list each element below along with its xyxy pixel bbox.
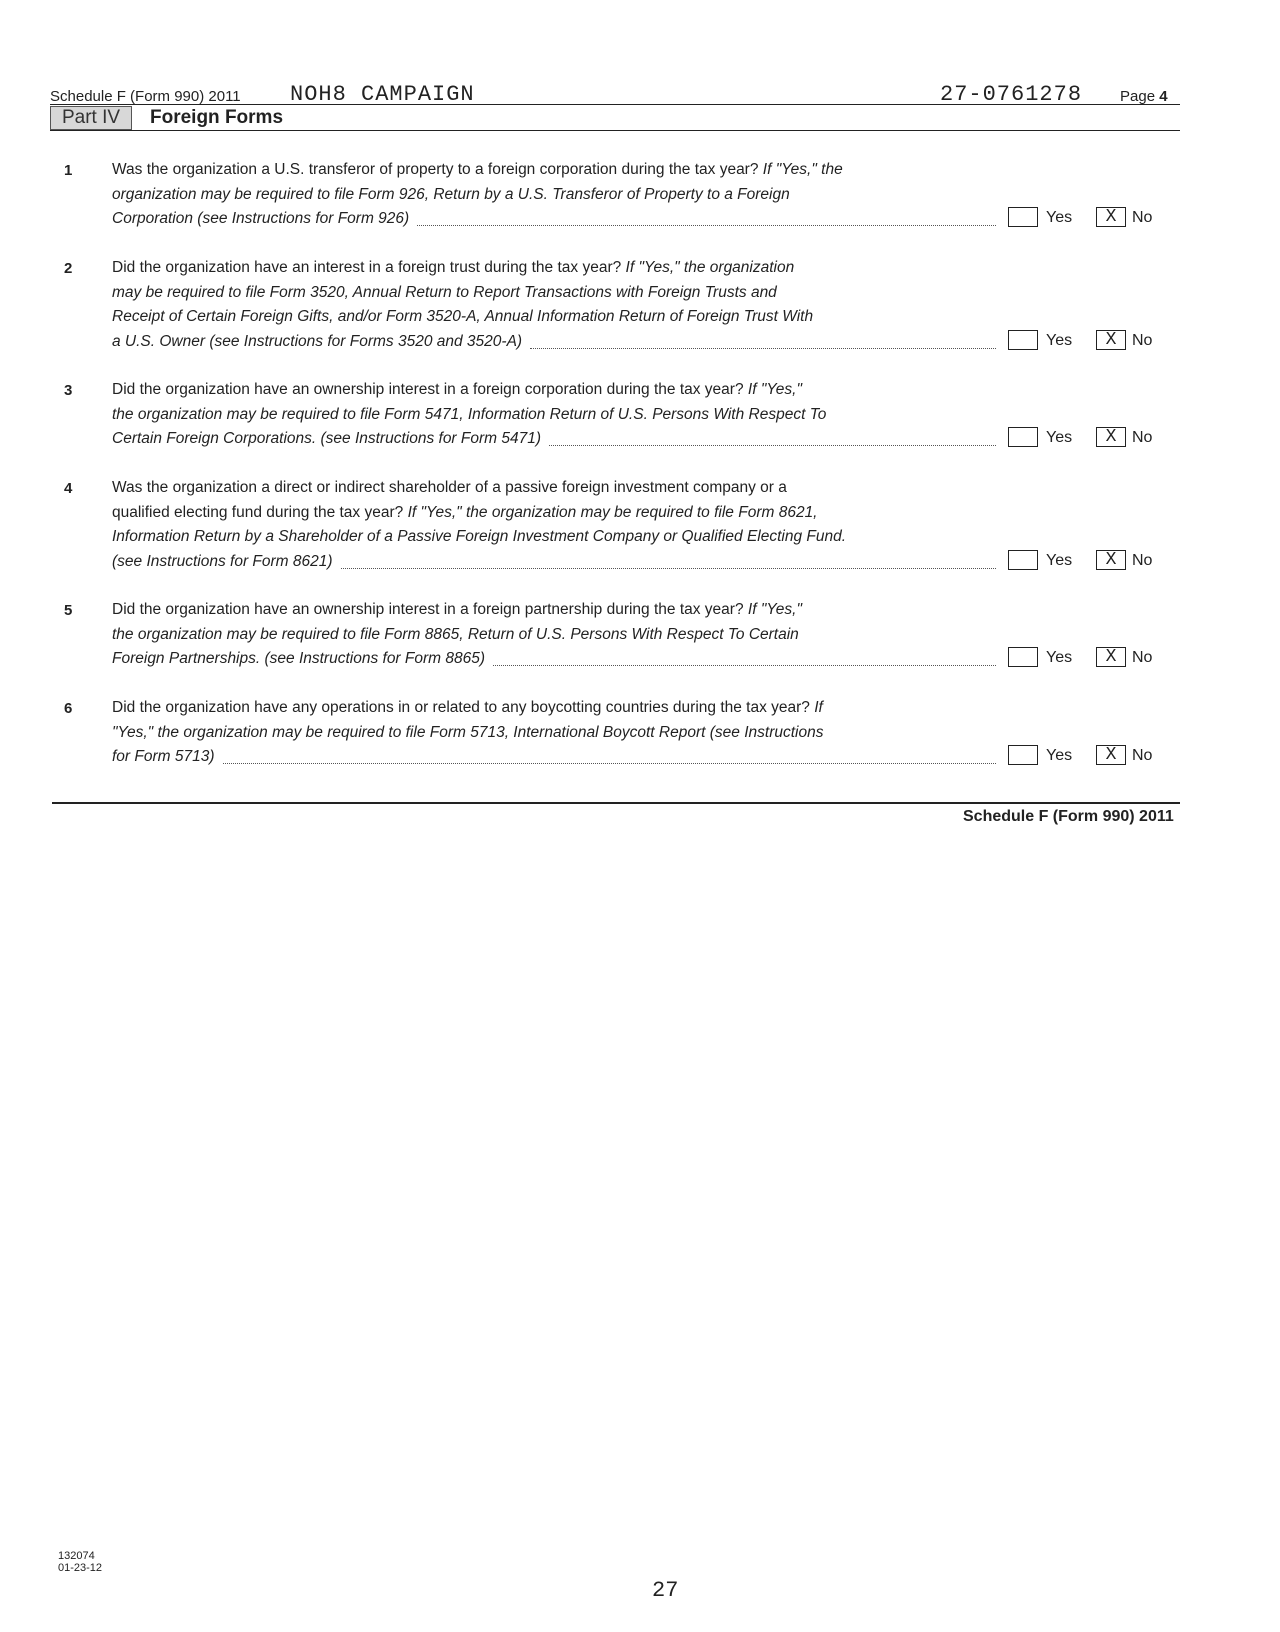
- dot-leader: [223, 762, 996, 764]
- part-divider: [50, 130, 1180, 131]
- dot-leader: [417, 224, 996, 226]
- question-line: [112, 745, 912, 770]
- schedule-label: Schedule F (Form 990) 2011: [50, 88, 241, 105]
- form-code: [58, 1550, 102, 1574]
- page-header: [50, 82, 1180, 106]
- question-line: [112, 281, 912, 306]
- question-line-plain: Was the organization a direct or indirect shareholder of a passive foreign investment company or a: [112, 479, 787, 496]
- question-line-italic: Corporation (see Instructions for Form 926): [112, 210, 410, 227]
- question-line-plain: qualified electing fund during the tax year?: [112, 503, 404, 521]
- question-number: 3: [64, 382, 73, 399]
- document-page-number: 27: [652, 1578, 679, 1603]
- question-line-plain: Did the organization have an interest in a foreign trust during the tax year?: [112, 259, 622, 276]
- page-prefix: Page: [1120, 88, 1156, 105]
- part-heading: [50, 106, 1180, 130]
- header-divider: [50, 104, 1180, 105]
- ein-number: 27-0761278: [940, 82, 1083, 107]
- yes-checkbox[interactable]: [1008, 427, 1038, 447]
- question-line: [112, 647, 912, 672]
- question-line: [112, 305, 912, 330]
- question-line: [112, 598, 912, 623]
- question-line: [112, 501, 912, 526]
- question-number: 4: [64, 480, 73, 497]
- yes-label: Yes: [1046, 429, 1073, 446]
- page-indicator: [1120, 88, 1168, 105]
- page-number: 4: [1159, 88, 1168, 105]
- question-line: [112, 476, 912, 501]
- question-number: 6: [64, 700, 73, 717]
- question-line: [112, 623, 912, 648]
- question-text: [112, 598, 912, 672]
- organization-name: NOH8 CAMPAIGN: [290, 82, 475, 107]
- question-number: 2: [64, 260, 73, 277]
- question-line-plain: Did the organization have an ownership interest in a foreign corporation during the tax year?: [112, 381, 744, 398]
- yes-checkbox[interactable]: [1008, 207, 1038, 227]
- no-label: No: [1132, 649, 1153, 666]
- yes-label: Yes: [1046, 747, 1073, 764]
- question-text: [112, 158, 912, 232]
- no-label: No: [1132, 209, 1153, 226]
- question-line-italic: may be required to file Form 3520, Annual Return to Report Transactions with Foreign Trusts and: [112, 283, 777, 301]
- yes-label: Yes: [1046, 209, 1073, 226]
- question-line-italic: "Yes," the organization may be required to file Form 5713, International Boycott Report (see Instructions: [112, 723, 824, 741]
- question-line-italic: If: [809, 699, 823, 716]
- question-line: [112, 378, 912, 403]
- question-text: [112, 696, 912, 770]
- question-line: [112, 207, 912, 232]
- question-line-italic: If "Yes," the organization may be required to file Form 8621,: [403, 503, 818, 521]
- question-line-plain: Did the organization have any operations in or related to any boycotting countries during the tax year?: [112, 699, 810, 716]
- question-line-italic: a U.S. Owner (see Instructions for Forms 3520 and 3520-A): [112, 332, 523, 350]
- question-line-italic: the organization may be required to file Form 8865, Return of U.S. Persons With Respect To Certain: [112, 625, 799, 643]
- dot-leader: [549, 444, 996, 446]
- question-line-plain: Did the organization have an ownership interest in a foreign partnership during the tax year?: [112, 601, 744, 618]
- part-title: Foreign Forms: [150, 107, 284, 128]
- yes-label: Yes: [1046, 331, 1073, 349]
- no-checkbox[interactable]: X: [1096, 745, 1126, 765]
- question-line: [112, 403, 912, 428]
- question-line-italic: Receipt of Certain Foreign Gifts, and/or Form 3520-A, Annual Information Return of Foreign Trust With: [112, 308, 814, 325]
- question-line: [112, 550, 912, 575]
- question-line-italic: the organization may be required to file Form 5471, Information Return of U.S. Persons With Respect To: [112, 405, 827, 423]
- question-line-italic: If "Yes,": [743, 381, 802, 398]
- question-line-italic: If "Yes,": [743, 601, 802, 618]
- yes-checkbox[interactable]: [1008, 330, 1038, 350]
- question-line: [112, 427, 912, 452]
- form-code-number: 132074: [58, 1550, 95, 1562]
- yes-label: Yes: [1046, 551, 1073, 569]
- no-checkbox[interactable]: X: [1096, 647, 1126, 667]
- question-line-italic: Foreign Partnerships. (see Instructions for Form 8865): [112, 650, 486, 667]
- dot-leader: [493, 664, 996, 666]
- form-code-date: 01-23-12: [58, 1562, 103, 1574]
- yes-checkbox[interactable]: [1008, 745, 1038, 765]
- question-line-italic: Certain Foreign Corporations. (see Instructions for Form 5471): [112, 430, 542, 447]
- yes-label: Yes: [1046, 649, 1073, 666]
- question-line: [112, 721, 912, 746]
- question-line: [112, 256, 912, 281]
- no-label: No: [1132, 747, 1153, 764]
- question-line-italic: for Form 5713): [112, 748, 215, 765]
- question-text: [112, 476, 912, 574]
- no-checkbox[interactable]: X: [1096, 550, 1126, 570]
- no-checkbox[interactable]: X: [1096, 330, 1126, 350]
- no-label: No: [1132, 551, 1153, 569]
- question-text: [112, 378, 912, 452]
- question-line: [112, 525, 912, 550]
- question-line-italic: Information Return by a Shareholder of a Passive Foreign Investment Company or Qualified Electing Fund.: [112, 528, 847, 545]
- question-line-italic: If "Yes," the: [758, 161, 843, 178]
- question-line-italic: (see Instructions for Form 8621): [112, 552, 333, 570]
- footer-schedule-label: Schedule F (Form 990) 2011: [963, 808, 1174, 825]
- dot-leader: [530, 347, 996, 349]
- no-checkbox[interactable]: X: [1096, 207, 1126, 227]
- question-line: [112, 696, 912, 721]
- question-number: 1: [64, 162, 73, 179]
- part-label: Part IV: [50, 106, 132, 130]
- footer-divider: [52, 802, 1180, 804]
- question-number: 5: [64, 602, 73, 619]
- yes-checkbox[interactable]: [1008, 647, 1038, 667]
- question-line-plain: Was the organization a U.S. transferor of property to a foreign corporation during the tax year?: [112, 161, 759, 178]
- question-line: [112, 183, 912, 208]
- question-line-italic: If "Yes," the organization: [621, 259, 795, 276]
- question-line: [112, 330, 912, 355]
- no-label: No: [1132, 429, 1153, 446]
- question-line: [112, 158, 912, 183]
- yes-checkbox[interactable]: [1008, 550, 1038, 570]
- no-checkbox[interactable]: X: [1096, 427, 1126, 447]
- question-line-italic: organization may be required to file Form 926, Return by a U.S. Transferor of Property to a Foreign: [112, 185, 790, 203]
- dot-leader: [341, 567, 996, 569]
- no-label: No: [1132, 331, 1153, 349]
- question-text: [112, 256, 912, 354]
